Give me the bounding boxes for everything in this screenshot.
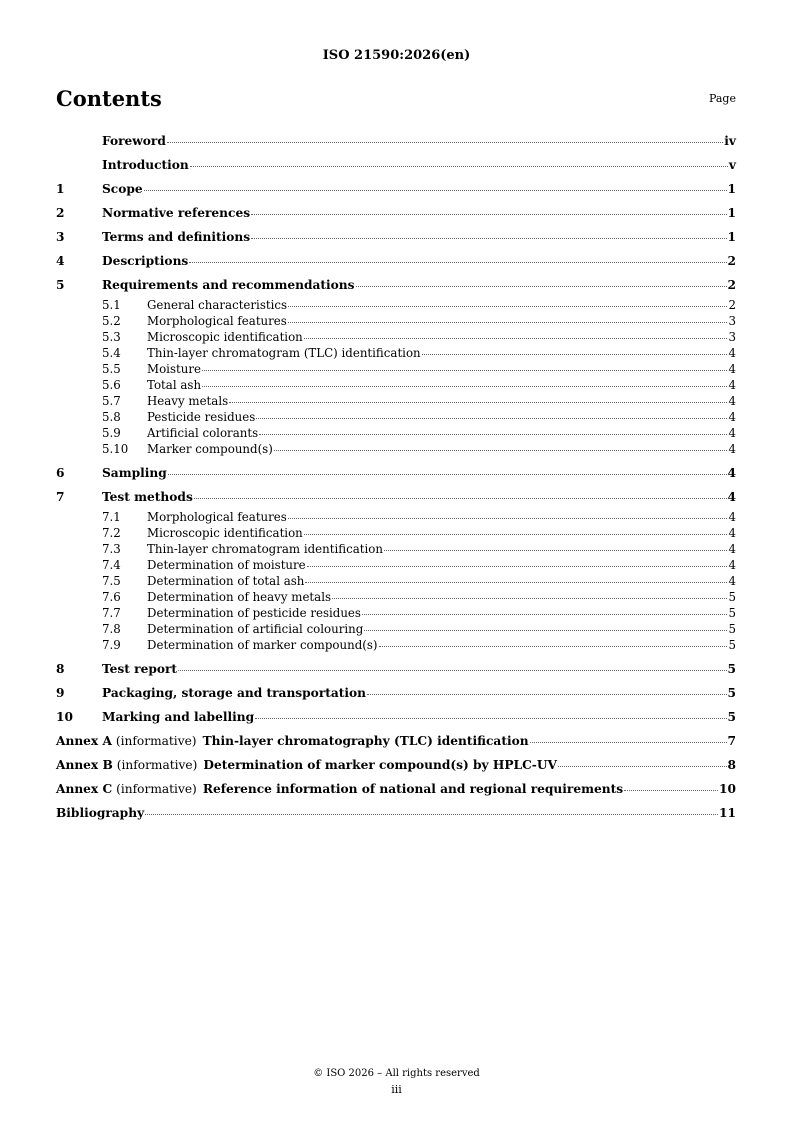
toc-subentry-page: 5 [728, 606, 736, 620]
toc-entry-label: Scope [102, 182, 143, 196]
toc-entry-number: 7 [56, 490, 65, 504]
toc-subentry-number: 5.10 [102, 442, 129, 456]
toc-subentry[interactable] [56, 509, 736, 525]
dot-leader [202, 361, 728, 371]
toc-subentry-label: Microscopic identification [147, 330, 303, 344]
dot-leader [530, 733, 727, 743]
toc-entry-page: 1 [727, 230, 736, 244]
page-number: iii [391, 1083, 402, 1096]
toc-subentry[interactable] [56, 313, 736, 329]
toc-subentry-page: 4 [728, 442, 736, 456]
toc-entry-number: 8 [56, 662, 65, 676]
toc-annex-entry[interactable] [56, 753, 736, 777]
toc-entry-page: 5 [727, 710, 736, 724]
toc-subentry-label: Thin-layer chromatogram (TLC) identification [147, 346, 421, 360]
toc-entry[interactable] [56, 225, 736, 249]
toc-subentry-number: 5.3 [102, 330, 121, 344]
annex-identifier: Annex A [56, 734, 112, 748]
toc-entry-number: 5 [56, 278, 65, 292]
toc-entry-number: 9 [56, 686, 65, 700]
toc-entry-page: 5 [727, 686, 736, 700]
toc-subentry-label: Morphological features [147, 314, 287, 328]
dot-leader [190, 157, 728, 167]
toc-entry-label: Introduction [102, 158, 189, 172]
dot-leader [255, 709, 726, 719]
toc-subentry-page: 4 [728, 426, 736, 440]
toc-subentry-number: 5.7 [102, 394, 121, 408]
annex-type: (informative) [116, 758, 198, 772]
toc-entry-number: 6 [56, 466, 65, 480]
dot-leader [384, 541, 728, 551]
dot-leader [288, 509, 728, 519]
dot-leader [189, 253, 726, 263]
toc-subentry-label: Determination of heavy metals [147, 590, 332, 604]
toc-annex-entry[interactable] [56, 777, 736, 801]
annex-identifier: Annex C [56, 782, 113, 796]
annex-title: Determination of marker compound(s) by HPLC-UV [203, 758, 557, 772]
dot-leader [362, 605, 728, 615]
toc-subentry-number: 5.5 [102, 362, 121, 376]
toc-entry-label: Sampling [102, 466, 167, 480]
toc-entry[interactable] [56, 485, 736, 509]
toc-entry-number: 4 [56, 254, 65, 268]
toc-entry-page: iv [724, 134, 736, 148]
annex-page: 7 [727, 734, 736, 748]
toc-subentry[interactable] [56, 393, 736, 409]
toc-entry-number: 3 [56, 230, 65, 244]
toc-subentry-page: 3 [728, 314, 736, 328]
toc-subentry-label: Artificial colorants [147, 426, 259, 440]
toc-entry-label: Marking and labelling [102, 710, 255, 724]
toc-subentry[interactable] [56, 621, 736, 637]
toc-subentry[interactable] [56, 557, 736, 573]
toc-subentry-page: 4 [728, 526, 736, 540]
toc-entry-page: 1 [727, 206, 736, 220]
dot-leader [178, 661, 726, 671]
toc-subentry[interactable] [56, 541, 736, 557]
toc-subentry-page: 4 [728, 542, 736, 556]
dot-leader [168, 465, 727, 475]
dot-leader [422, 345, 728, 355]
toc-subentry-number: 7.4 [102, 558, 121, 572]
toc-subentry-page: 4 [728, 346, 736, 360]
toc-subentry-number: 5.1 [102, 298, 121, 312]
toc-entry-label: Packaging, storage and transportation [102, 686, 367, 700]
toc-subentry-number: 7.1 [102, 510, 121, 524]
toc-subentry-label: Moisture [147, 362, 201, 376]
toc-entry[interactable] [56, 273, 736, 297]
toc-subentry-number: 7.7 [102, 606, 121, 620]
toc-entry-label: Test methods [102, 490, 193, 504]
toc-subentry-number: 7.9 [102, 638, 121, 652]
toc-subentry-page: 4 [728, 410, 736, 424]
page-column-label: Page [708, 92, 736, 105]
toc-entry[interactable] [56, 249, 736, 273]
toc-entry[interactable] [56, 153, 736, 177]
toc-entry-page: 4 [727, 466, 736, 480]
annex-title: Thin-layer chromatography (TLC) identification [202, 734, 529, 748]
toc-subentry-label: General characteristics [147, 298, 288, 312]
toc-entry-page: 5 [727, 662, 736, 676]
dot-leader [251, 205, 726, 215]
toc-subentry[interactable] [56, 441, 736, 457]
dot-leader [144, 181, 727, 191]
toc-subentry[interactable] [56, 297, 736, 313]
document-identifier: ISO 21590:2026(en) [322, 48, 471, 63]
dot-leader [304, 329, 728, 339]
annex-page: 10 [719, 782, 736, 796]
toc-subentry-page: 5 [728, 638, 736, 652]
dot-leader [229, 393, 727, 403]
toc-annex-entry[interactable] [56, 729, 736, 753]
dot-leader [202, 377, 727, 387]
toc-subentry[interactable] [56, 525, 736, 541]
annex-type: (informative) [116, 782, 197, 796]
toc-subentry[interactable] [56, 377, 736, 393]
dot-leader [367, 685, 727, 695]
toc-subentry[interactable] [56, 605, 736, 621]
toc-subentry[interactable] [56, 637, 736, 653]
toc-subentry-number: 5.6 [102, 378, 121, 392]
toc-entry-page: 2 [727, 254, 736, 268]
dot-leader [332, 589, 727, 599]
toc-entry-number: 10 [56, 710, 73, 724]
annex-title: Reference information of national and regional requirements [202, 782, 624, 796]
toc-entry-number: 2 [56, 206, 65, 220]
toc-entry[interactable] [56, 461, 736, 485]
dot-leader [304, 525, 728, 535]
toc-subentry-number: 7.5 [102, 574, 121, 588]
toc-subentry-number: 5.4 [102, 346, 121, 360]
toc-subentry-number: 5.2 [102, 314, 121, 328]
toc-subentry-page: 4 [728, 574, 736, 588]
copyright-notice: © ISO 2026 – All rights reserved [313, 1068, 480, 1079]
toc-entry[interactable] [56, 129, 736, 153]
dot-leader [256, 409, 727, 419]
dot-leader [259, 425, 727, 435]
dot-leader [274, 441, 728, 451]
dot-leader [194, 489, 727, 499]
toc-subentry-label: Total ash [147, 378, 202, 392]
toc-entry-label: Requirements and recommendations [102, 278, 355, 292]
toc-subentry-label: Microscopic identification [147, 526, 303, 540]
toc-subentry-number: 7.6 [102, 590, 121, 604]
toc-subentry-number: 7.3 [102, 542, 121, 556]
toc-subentry-label: Heavy metals [147, 394, 229, 408]
bibliography-label: Bibliography [56, 806, 145, 820]
contents-heading: Contents [56, 86, 162, 111]
dot-leader [307, 557, 728, 567]
toc-entry-label: Terms and definitions [102, 230, 251, 244]
dot-leader [356, 277, 727, 287]
toc-subentry-page: 4 [728, 378, 736, 392]
dot-leader [251, 229, 726, 239]
toc-subentry-page: 5 [728, 622, 736, 636]
dot-leader [558, 757, 727, 767]
toc-subentry-label: Determination of moisture [147, 558, 306, 572]
toc-subentry-number: 7.8 [102, 622, 121, 636]
toc-entry-page: 4 [727, 490, 736, 504]
toc-entry[interactable] [56, 177, 736, 201]
toc-entry-label: Foreword [102, 134, 166, 148]
page-footer [0, 1068, 793, 1096]
toc-subentry-label: Determination of pesticide residues [147, 606, 361, 620]
toc-subentry[interactable] [56, 329, 736, 345]
toc-entry[interactable] [56, 705, 736, 729]
toc-subentry-label: Morphological features [147, 510, 287, 524]
toc-subentry-label: Pesticide residues [147, 410, 256, 424]
toc-subentry-page: 4 [728, 362, 736, 376]
toc-subentry[interactable] [56, 425, 736, 441]
toc-subentry-label: Determination of marker compound(s) [147, 638, 378, 652]
toc-subentry-label: Thin-layer chromatogram identification [147, 542, 383, 556]
toc-subentry-label: Marker compound(s) [147, 442, 273, 456]
toc-subentry[interactable] [56, 573, 736, 589]
toc-entry-label: Descriptions [102, 254, 189, 268]
dot-leader [624, 781, 718, 791]
table-of-contents [56, 129, 736, 825]
toc-subentry-label: Determination of artificial colouring [147, 622, 364, 636]
dot-leader [305, 573, 727, 583]
toc-subentry[interactable] [56, 345, 736, 361]
toc-subentry-page: 4 [728, 394, 736, 408]
annex-identifier: Annex B [56, 758, 113, 772]
toc-subentry-page: 4 [728, 510, 736, 524]
toc-entry-label: Normative references [102, 206, 251, 220]
toc-entry[interactable] [56, 201, 736, 225]
toc-entry-page: v [728, 158, 736, 172]
dot-leader [379, 637, 728, 647]
annex-page: 8 [727, 758, 736, 772]
toc-entry-number: 1 [56, 182, 65, 196]
toc-entry[interactable] [56, 681, 736, 705]
toc-subentry-page: 3 [728, 330, 736, 344]
toc-subentry-page: 4 [728, 558, 736, 572]
toc-subentry[interactable] [56, 361, 736, 377]
toc-subentry-number: 5.8 [102, 410, 121, 424]
bibliography-page: 11 [719, 806, 736, 820]
dot-leader [364, 621, 727, 631]
toc-subentry[interactable] [56, 409, 736, 425]
toc-subentry-number: 7.2 [102, 526, 121, 540]
dot-leader [167, 133, 723, 143]
dot-leader [145, 805, 718, 815]
toc-subentry-page: 2 [728, 298, 736, 312]
toc-subentry-label: Determination of total ash [147, 574, 305, 588]
annex-type: (informative) [115, 734, 197, 748]
toc-subentry-number: 5.9 [102, 426, 121, 440]
toc-subentry[interactable] [56, 589, 736, 605]
dot-leader [288, 297, 727, 307]
toc-entry-label: Test report [102, 662, 178, 676]
toc-entry-page: 2 [727, 278, 736, 292]
toc-entry-page: 1 [727, 182, 736, 196]
dot-leader [288, 313, 728, 323]
toc-entry[interactable] [56, 657, 736, 681]
toc-bibliography[interactable] [56, 801, 736, 825]
toc-subentry-page: 5 [728, 590, 736, 604]
